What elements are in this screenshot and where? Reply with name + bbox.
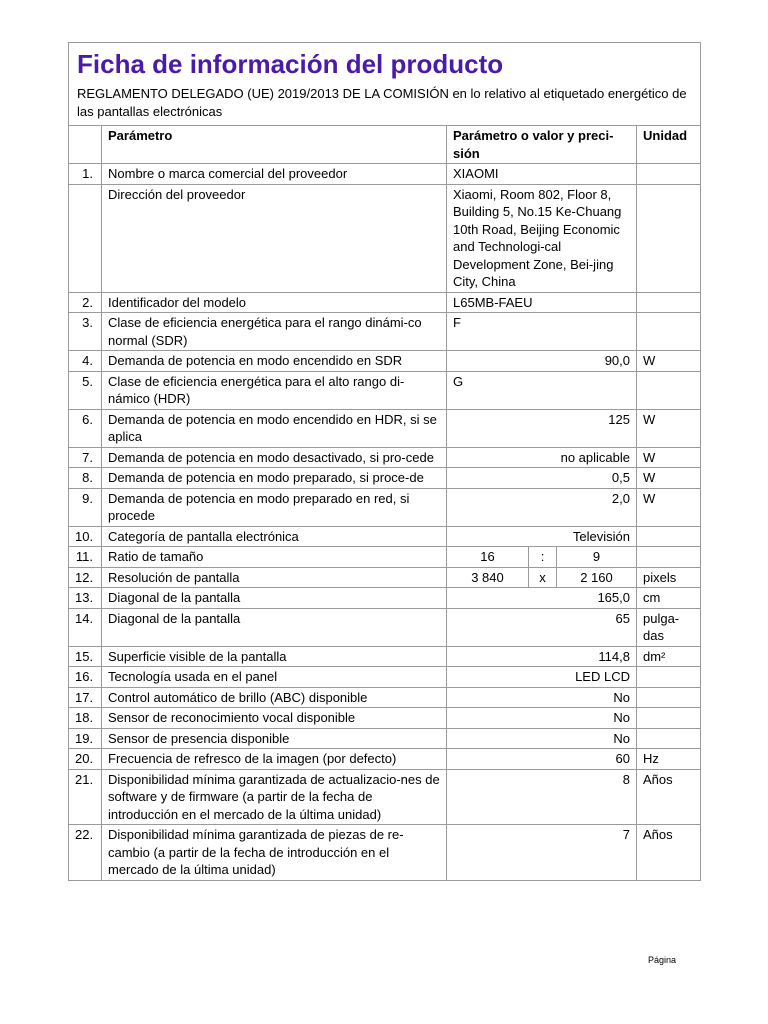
row-number: 11. [69,547,102,568]
row-value: Televisión [447,526,637,547]
row-number: 4. [69,351,102,372]
row-number: 5. [69,371,102,409]
row-parameter: Control automático de brillo (ABC) disponible [102,687,447,708]
row-value: 114,8 [447,646,637,667]
resolution-height: 2 160 [580,569,613,585]
table-row [69,708,701,729]
row-number: 15. [69,646,102,667]
row-parameter: Demanda de potencia en modo preparado, si proce-de [102,468,447,489]
row-unit [637,547,701,568]
row-unit: pulga-das [637,608,701,646]
table-header-row [69,126,701,164]
row-value: G [447,371,637,409]
page-footer: Página [648,955,677,965]
row-number: 6. [69,409,102,447]
ratio-height: 9 [592,549,601,564]
row-parameter: Demanda de potencia en modo encendido en HDR, si se aplica [102,409,447,447]
row-unit [637,371,701,409]
row-parameter: Superficie visible de la pantalla [102,646,447,667]
row-number: 2. [69,292,102,313]
table-row [69,608,701,646]
row-parameter: Nombre o marca comercial del proveedor [102,164,447,185]
table-row [69,164,701,185]
row-unit [637,164,701,185]
row-unit [637,728,701,749]
row-value: 90,0 [447,351,637,372]
row-number: 8. [69,468,102,489]
title-cell [69,43,701,126]
resolution-separator: x [529,568,557,588]
table-row [69,409,701,447]
table-row [69,646,701,667]
row-value-split [447,567,637,588]
header-value: Parámetro o valor y preci-sión [447,126,637,164]
row-parameter: Frecuencia de refresco de la imagen (por defecto) [102,749,447,770]
row-number: 3. [69,313,102,351]
row-parameter: Diagonal de la pantalla [102,588,447,609]
product-table [68,42,701,881]
row-parameter: Sensor de presencia disponible [102,728,447,749]
resolution-width: 3 840 [447,568,529,588]
row-value: 0,5 [447,468,637,489]
row-parameter: Clase de eficiencia energética para el rango dinámi-co normal (SDR) [102,313,447,351]
row-number: 19. [69,728,102,749]
row-unit [637,184,701,292]
row-number: 10. [69,526,102,547]
row-parameter: Demanda de potencia en modo preparado en red, si procede [102,488,447,526]
row-value: 2,0 [447,488,637,526]
table-row [69,488,701,526]
row-number: 22. [69,825,102,881]
row-unit: Años [637,825,701,881]
table-row [69,588,701,609]
row-number: 20. [69,749,102,770]
table-row [69,687,701,708]
table-row [69,825,701,881]
row-parameter: Demanda de potencia en modo desactivado, si pro-cede [102,447,447,468]
row-unit: W [637,351,701,372]
row-value: No [447,728,637,749]
row-unit: W [637,468,701,489]
table-row [69,567,701,588]
row-unit: Hz [637,749,701,770]
row-unit: pixels [637,567,701,588]
row-number: 16. [69,667,102,688]
row-value: XIAOMI [447,164,637,185]
row-parameter: Categoría de pantalla electrónica [102,526,447,547]
row-value: Xiaomi, Room 802, Floor 8, Building 5, No.15 Ke-Chuang 10th Road, Beijing Economic and Technologi-cal Development Zone, Bei-jing City, China [447,184,637,292]
row-value: LED LCD [447,667,637,688]
row-parameter: Ratio de tamaño [102,547,447,568]
row-value: no aplicable [447,447,637,468]
row-value: No [447,708,637,729]
table-row [69,728,701,749]
ratio-separator: : [529,547,557,567]
row-value-split [447,547,637,568]
header-param: Parámetro [102,126,447,164]
row-unit [637,687,701,708]
row-value: F [447,313,637,351]
row-parameter: Disponibilidad mínima garantizada de piezas de re-cambio (a partir de la fecha de introducción en el mercado de la última unidad) [102,825,447,881]
row-parameter: Resolución de pantalla [102,567,447,588]
table-row [69,184,701,292]
table-row [69,468,701,489]
row-value: 65 [447,608,637,646]
row-unit: W [637,488,701,526]
header-unit: Unidad [637,126,701,164]
row-number: 12. [69,567,102,588]
row-parameter: Tecnología usada en el panel [102,667,447,688]
row-number: 13. [69,588,102,609]
row-value: L65MB-FAEU [447,292,637,313]
row-unit: dm² [637,646,701,667]
row-parameter: Identificador del modelo [102,292,447,313]
row-parameter: Demanda de potencia en modo encendido en SDR [102,351,447,372]
table-row [69,769,701,825]
row-unit: W [637,447,701,468]
row-unit [637,292,701,313]
row-number: 7. [69,447,102,468]
row-unit: Años [637,769,701,825]
row-number: 17. [69,687,102,708]
row-unit [637,313,701,351]
row-number: 18. [69,708,102,729]
row-value: 60 [447,749,637,770]
row-number: 21. [69,769,102,825]
row-number [69,184,102,292]
regulation-subtitle: REGLAMENTO DELEGADO (UE) 2019/2013 DE LA COMISIÓN en lo relativo al etiquetado energético de las pantallas electrónicas [77,86,687,119]
row-parameter: Disponibilidad mínima garantizada de actualizacio-nes de software y de firmware (a partir de la fecha de introducción en el mercado de la última unidad) [102,769,447,825]
table-row [69,526,701,547]
table-row [69,547,701,568]
row-unit: W [637,409,701,447]
row-value: 125 [447,409,637,447]
row-parameter: Diagonal de la pantalla [102,608,447,646]
table-row [69,667,701,688]
product-information-sheet [68,42,700,881]
table-row [69,292,701,313]
table-row [69,749,701,770]
row-value: No [447,687,637,708]
table-row [69,313,701,351]
table-row [69,351,701,372]
row-parameter: Sensor de reconocimiento vocal disponible [102,708,447,729]
row-unit: cm [637,588,701,609]
row-parameter: Dirección del proveedor [102,184,447,292]
row-number: 1. [69,164,102,185]
row-unit [637,708,701,729]
row-number: 9. [69,488,102,526]
row-unit [637,526,701,547]
row-unit [637,667,701,688]
row-value: 165,0 [447,588,637,609]
row-value: 8 [447,769,637,825]
page-title: Ficha de información del producto [77,49,504,79]
table-row [69,447,701,468]
row-value: 7 [447,825,637,881]
row-parameter: Clase de eficiencia energética para el alto rango di-námico (HDR) [102,371,447,409]
row-number: 14. [69,608,102,646]
table-row [69,371,701,409]
ratio-width: 16 [447,547,529,567]
